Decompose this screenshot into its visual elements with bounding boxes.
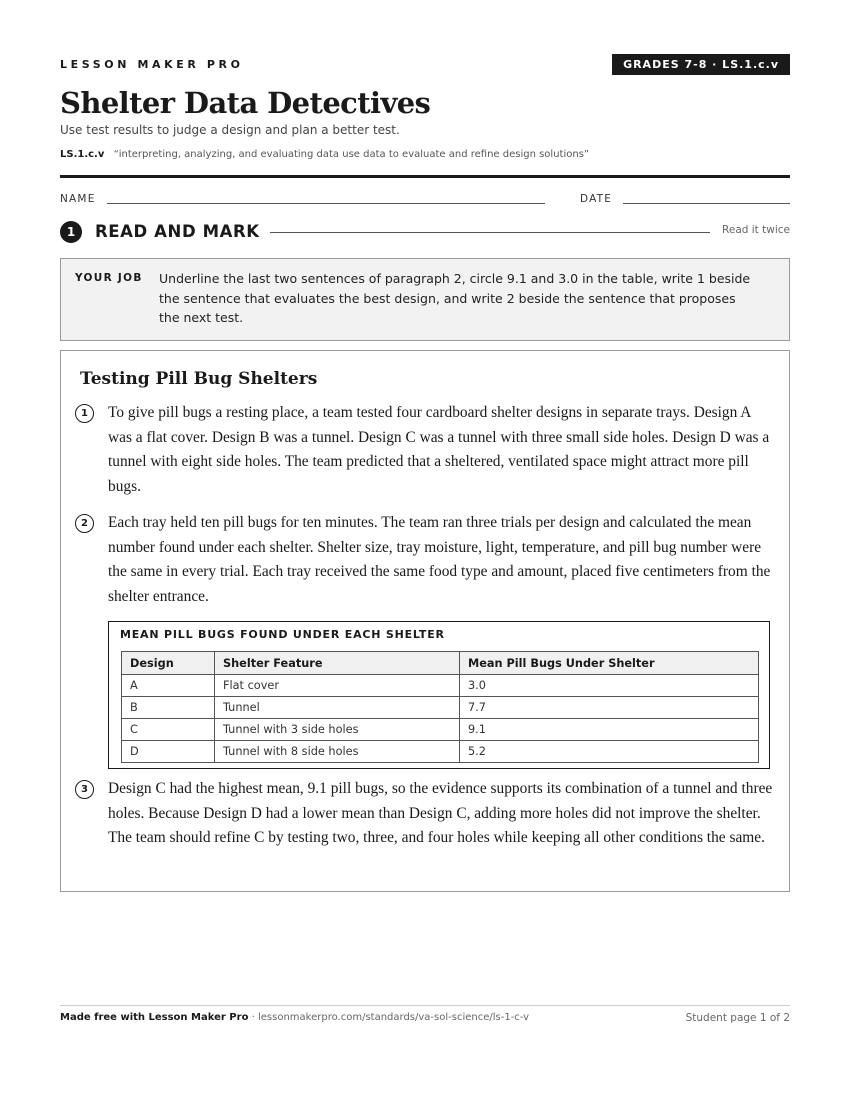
table-cell: C [122,719,215,741]
data-table [121,651,759,763]
page-indicator: Student page 1 of 2 [685,1012,790,1024]
date-field[interactable] [623,203,790,204]
page-title: Shelter Data Detectives [60,86,431,120]
reading-title: Testing Pill Bug Shelters [80,369,318,389]
footer-url[interactable]: · lessonmakerpro.com/standards/va-sol-science/ls-1-c-v [251,1012,530,1023]
step-number-badge: 1 [60,221,82,243]
column-header: Mean Pill Bugs Under Shelter [460,652,759,675]
table-title: MEAN PILL BUGS FOUND UNDER EACH SHELTER [120,628,445,641]
table-row [122,719,759,741]
job-label: YOUR JOB [75,272,143,284]
paragraph-number: 2 [75,514,94,533]
table-cell[interactable]: 5.2 [460,741,759,763]
table-row [122,675,759,697]
standard-text: “interpreting, analyzing, and evaluating data use data to evaluate and refine design solutions” [113,149,590,160]
column-header: Shelter Feature [215,652,460,675]
table-cell: B [122,697,215,719]
page-subtitle: Use test results to judge a design and plan a better test. [60,123,400,137]
table-cell[interactable]: 3.0 [460,675,759,697]
paragraph-text[interactable]: Design C had the highest mean, 9.1 pill bugs, so the evidence supports its combination of a tunnel and three holes. Because Design D had a lower mean than Design C, adding more holes did not improve the shelter. The team should refine C by testing two, three, and four holes while keeping all other conditions the same. [108,780,773,846]
footer-credit [60,1012,529,1023]
table-cell: D [122,741,215,763]
standard-line [60,149,589,160]
table-cell: Tunnel with 8 side holes [215,741,460,763]
job-box [60,258,790,341]
name-label: NAME [60,193,96,205]
column-header: Design [122,652,215,675]
table-cell: Tunnel [215,697,460,719]
table-row [122,741,759,763]
table-cell: Tunnel with 3 side holes [215,719,460,741]
footer-brand: Made free with Lesson Maker Pro [60,1012,249,1023]
table-cell[interactable]: 9.1 [460,719,759,741]
brand-name: LESSON MAKER PRO [60,58,244,71]
data-table-box [108,621,770,769]
section-title: READ AND MARK [95,222,260,241]
name-field[interactable] [107,203,545,204]
standard-code: LS.1.c.v [60,149,105,160]
section-divider [270,232,710,233]
table-cell: A [122,675,215,697]
grade-badge: GRADES 7-8 · LS.1.c.v [612,54,790,75]
paragraph-text[interactable]: To give pill bugs a resting place, a team tested four cardboard shelter designs in separate trays. Design A was a flat cover. Design B was a tunnel. Design C was a tunnel with three small side holes. Design D was a tunnel with eight side holes. The team predicted that a sheltered, ventilated space might attract more pill bugs. [108,404,770,495]
paragraph-number: 3 [75,780,94,799]
section-note: Read it twice [722,224,790,236]
table-cell: Flat cover [215,675,460,697]
table-header-row [122,652,759,675]
reading-passage [60,350,790,892]
header-divider [60,175,790,178]
footer-divider [60,1005,790,1006]
job-instructions: Underline the last two sentences of paragraph 2, circle 9.1 and 3.0 in the table, write 1 beside the sentence that evaluates the best design, and write 2 beside the sentence that proposes the next test. [159,271,751,325]
date-label: DATE [580,193,613,205]
table-row [122,697,759,719]
paragraph-text[interactable]: Each tray held ten pill bugs for ten minutes. The team ran three trials per design and calculated the mean number found under each shelter. Shelter size, tray moisture, light, temperature, and pill bug number were the same in every trial. Each tray received the same food type and amount, placed five centimeters from the shelter entrance. [108,514,771,605]
table-cell[interactable]: 7.7 [460,697,759,719]
paragraph-number: 1 [75,404,94,423]
